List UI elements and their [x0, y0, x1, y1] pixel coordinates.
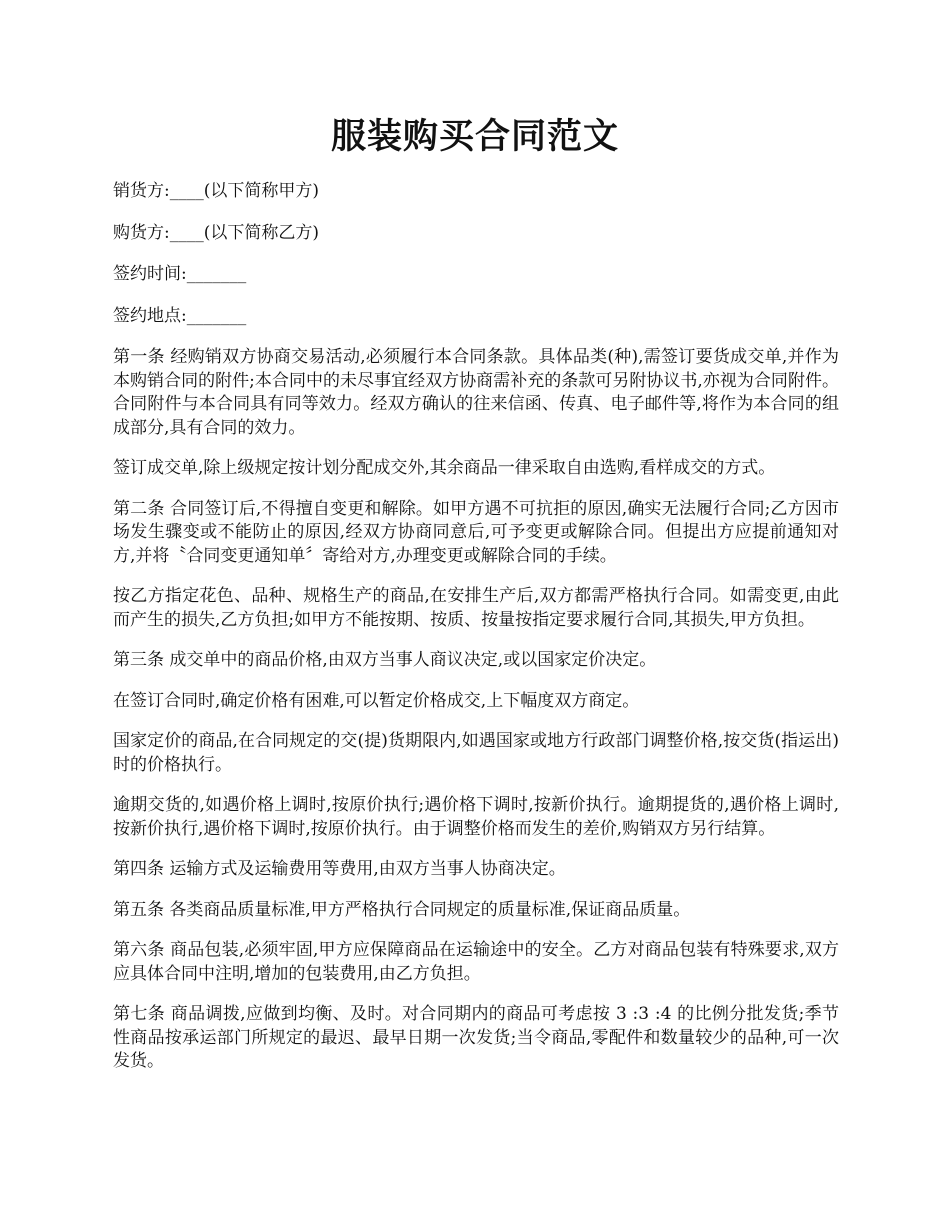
article-6-paragraph: 第六条 商品包装,必须牢固,甲方应保障商品在运输途中的安全。乙方对商品包装有特殊要求,双方应具体合同中注明,增加的包装费用,由乙方负担。: [113, 940, 839, 984]
article-2-paragraph: 第二条 合同签订后,不得擅自变更和解除。如甲方遇不可抗拒的原因,确实无法履行合同;乙方因市场发生骤变或不能防止的原因,经双方协商同意后,可予变更或解除合同。但提出方应提前通知对方,并将〝合同变更通知单〞寄给对方,办理变更或解除合同的手续。: [113, 498, 839, 566]
document-title: 服装购买合同范文: [330, 116, 619, 157]
state-price-paragraph: 国家定价的商品,在合同规定的交(提)货期限内,如遇国家或地方行政部门调整价格,按交货(指运出)时的价格执行。: [113, 731, 839, 775]
signing-time-line: 签约时间:_______: [113, 264, 247, 284]
buyer-line: 购货方:____(以下简称乙方): [113, 222, 319, 243]
article-3-paragraph: 第三条 成交单中的商品价格,由双方当事人商议决定,或以国家定价决定。: [113, 650, 657, 670]
order-form-paragraph: 签订成交单,除上级规定按计划分配成交外,其余商品一律采取自由选购,看样成交的方式。: [113, 458, 776, 478]
article-1-paragraph: 第一条 经购销双方协商交易活动,必须履行本合同条款。具体品类(种),需签订要货成交单,并作为本购销合同的附件;本合同中的未尽事宜经双方协商需补充的条款可另附协议书,亦视为合同附件。合同附件与本合同具有同等效力。经双方确认的往来信函、传真、电子邮件等,将作为本合同的组成部分,具有合同的效力。: [113, 347, 839, 438]
custom-production-paragraph: 按乙方指定花色、品种、规格生产的商品,在安排生产后,双方都需严格执行合同。如需变更,由此而产生的损失,乙方负担;如甲方不能按期、按质、按量按指定要求履行合同,其损失,甲方负担。: [113, 586, 839, 630]
article-5-paragraph: 第五条 各类商品质量标准,甲方严格执行合同规定的质量标准,保证商品质量。: [113, 899, 691, 920]
late-delivery-paragraph: 逾期交货的,如遇价格上调时,按原价执行;遇价格下调时,按新价执行。逾期提货的,遇价格上调时,按新价执行,遇价格下调时,按原价执行。由于调整价格而发生的差价,购销双方另行结算。: [113, 795, 839, 839]
seller-line: 销货方:____(以下简称甲方): [113, 181, 319, 201]
provisional-price-paragraph: 在签订合同时,确定价格有困难,可以暂定价格成交,上下幅度双方商定。: [113, 690, 640, 711]
article-4-paragraph: 第四条 运输方式及运输费用等费用,由双方当事人协商决定。: [113, 859, 566, 879]
signing-place-line: 签约地点:_______: [113, 305, 247, 326]
article-7-paragraph: 第七条 商品调拨,应做到均衡、及时。对合同期内的商品可考虑按 3 :3 :4 的比例分批发货;季节性商品按承运部门所规定的最迟、最早日期一次发货;当令商品,零配件和数量较少的品种,可一次发货。: [113, 1004, 839, 1071]
document-body: [113, 180, 839, 1091]
